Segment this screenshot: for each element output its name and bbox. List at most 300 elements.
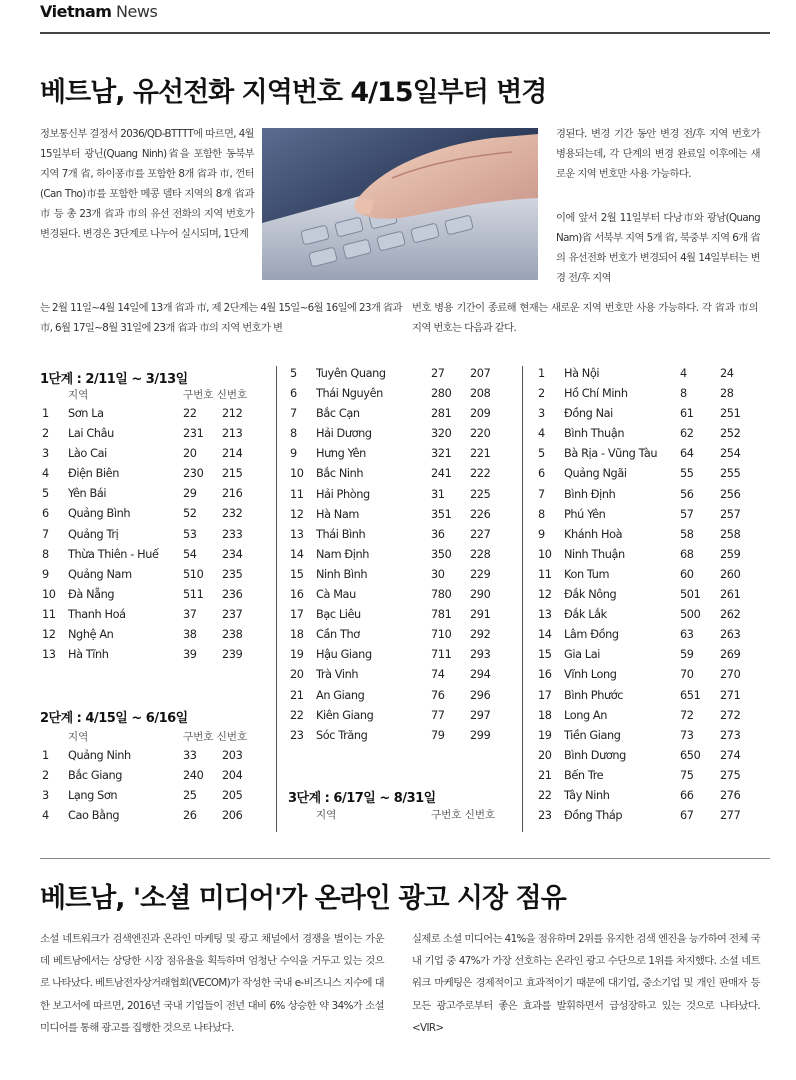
new-code: 226 (470, 507, 491, 521)
old-code: 77 (431, 708, 445, 722)
table-row (288, 585, 514, 605)
row-number: 10 (290, 467, 304, 481)
new-code: 214 (222, 447, 243, 461)
table-row (40, 746, 266, 766)
row-number: 6 (290, 387, 297, 401)
new-code: 28 (720, 387, 734, 401)
row-number: 14 (290, 547, 304, 561)
region-name: Quảng Ninh (68, 749, 131, 762)
table-row (288, 645, 514, 665)
table-row (40, 464, 266, 484)
row-number: 3 (42, 447, 49, 461)
new-code: 274 (720, 748, 741, 762)
old-code: 79 (431, 728, 445, 742)
row-number: 2 (538, 387, 545, 401)
old-code: 39 (183, 648, 197, 662)
old-code: 63 (680, 628, 694, 642)
new-code: 252 (720, 427, 741, 441)
old-code: 501 (680, 588, 701, 602)
row-number: 3 (42, 789, 49, 803)
old-code: 26 (183, 809, 197, 823)
region-name: Lạng Sơn (68, 789, 118, 803)
row-number: 13 (42, 648, 56, 662)
table-row (40, 504, 266, 524)
new-code: 297 (470, 708, 491, 722)
row-number: 21 (538, 768, 552, 782)
row-number: 8 (290, 427, 297, 441)
table-row (536, 505, 766, 525)
table-row (536, 585, 766, 605)
table-row (536, 464, 766, 484)
region-name: Thanh Hoá (68, 607, 126, 621)
new-code: 205 (222, 789, 243, 803)
table-row (536, 686, 766, 706)
row-number: 1 (538, 367, 545, 380)
new-code: 206 (222, 809, 243, 823)
table-row (288, 686, 514, 706)
table-row (536, 565, 766, 585)
new-code: 222 (470, 467, 491, 481)
table-row (536, 706, 766, 726)
table-row (536, 444, 766, 464)
article1-paragraph-continued: 는 2월 11일~4월 14일에 13개 省과 市, 제 2단계는 4월 15일~6월 16일에 23개 省과 市, 6월 17일~8월 31일에 23개 省과 市의 지역 번호가 변 (40, 302, 402, 334)
old-code: 33 (183, 749, 197, 762)
old-code: 62 (680, 427, 694, 441)
old-code: 64 (680, 447, 694, 461)
row-number: 11 (538, 567, 552, 581)
page-header (40, 0, 770, 34)
old-code: 351 (431, 507, 452, 521)
column-divider (522, 366, 523, 832)
article1-paragraph-left: 정보통신부 결정서 2036/QD-BTTTT에 따르면, 4월 15일부터 광닌(Quang Ninh)省을 포함한 동북부 지역 7개 省, 하이퐁市를 포함한 8개 省과 市, 껀터(Can Tho)市를 포함한 메콩 델타 지역의 8개 省과 市 등 총 23개 省과 市의 유선 전화의 지역 번호가 변경된다. 변경은 3단계로 나누어 실시되며, 1단계 (40, 128, 254, 240)
old-code: 55 (680, 467, 694, 481)
region-name: Hậu Giang (316, 648, 372, 662)
old-code: 70 (680, 668, 694, 682)
new-code: 234 (222, 547, 243, 561)
table-row (536, 665, 766, 685)
row-number: 6 (538, 467, 545, 481)
region-name: Khánh Hoà (564, 527, 623, 541)
new-code: 220 (470, 427, 491, 441)
old-code: 25 (183, 789, 197, 803)
region-name: Bình Định (564, 487, 616, 501)
row-number: 11 (290, 487, 304, 501)
row-number: 7 (538, 487, 545, 501)
table-row (536, 605, 766, 625)
table-row (288, 706, 514, 726)
new-code: 212 (222, 407, 243, 420)
region-name: Hồ Chí Minh (564, 387, 628, 401)
region-name: Cao Bằng (68, 809, 120, 823)
region-name: Cần Thơ (316, 628, 360, 642)
row-number: 5 (290, 367, 297, 380)
table-row (40, 484, 266, 504)
old-code: 320 (431, 427, 452, 441)
row-number: 12 (290, 507, 304, 521)
new-code: 238 (222, 628, 243, 642)
table-row (288, 444, 514, 464)
new-code: 232 (222, 507, 243, 521)
new-code: 239 (222, 648, 243, 662)
row-number: 9 (290, 447, 297, 461)
phone-keypad-photo (262, 128, 538, 280)
row-number: 22 (538, 788, 552, 802)
region-name: Bắc Ninh (316, 467, 364, 481)
new-code: 273 (720, 728, 741, 742)
new-code: 216 (222, 487, 243, 501)
region-name: Hà Nội (564, 367, 600, 380)
stage2-table-part1 (40, 746, 266, 826)
region-name: Long An (564, 708, 608, 722)
column-header-codes: 구번호 신번호 (431, 809, 496, 821)
column-header-codes: 구번호 신번호 (183, 389, 248, 401)
new-code: 270 (720, 668, 741, 682)
old-code: 30 (431, 567, 445, 581)
region-name: Hải Dương (316, 427, 372, 441)
row-number: 3 (538, 407, 545, 421)
row-number: 23 (538, 809, 552, 823)
old-code: 280 (431, 387, 452, 401)
row-number: 15 (538, 648, 552, 662)
new-code: 292 (470, 628, 491, 642)
region-name: Tiền Giang (564, 728, 621, 742)
column-header-region: 지역 (68, 389, 89, 401)
table-row (536, 645, 766, 665)
stage3-title: 3단계 : 6/17일 ~ 8/31일 (288, 791, 436, 806)
region-name: Bà Rịa - Vũng Tàu (564, 447, 658, 461)
row-number: 12 (538, 588, 552, 602)
row-number: 4 (42, 809, 49, 823)
region-name: Kiên Giang (316, 708, 374, 722)
row-number: 20 (538, 748, 552, 762)
row-number: 9 (42, 567, 49, 581)
table-row (288, 364, 514, 384)
article2-paragraph-right: 실제로 소셜 미디어는 41%을 점유하며 2위를 유지한 검색 엔진을 능가하여 전체 국내 기업 중 47%가 가장 선호하는 온라인 광고 수단으로 1위를 차지했다. 소셜 네트워크 마케팅은 경제적이고 효과적이기 때문에 대기업, 중소기업 및 개인 판매자 등 모든 광고주로부터 좋은 효과를 발휘하면서 급성장하고 있는 것으로 나타났다. <VIR> (412, 933, 760, 1034)
brand-light: News (116, 2, 158, 21)
row-number: 6 (42, 507, 49, 521)
old-code: 38 (183, 628, 197, 642)
new-code: 271 (720, 688, 741, 702)
article1-title: 베트남, 유선전화 지역번호 4/15일부터 변경 (40, 77, 547, 108)
old-code: 20 (183, 447, 197, 461)
new-code: 263 (720, 628, 741, 642)
table-row (288, 665, 514, 685)
new-code: 229 (470, 567, 491, 581)
row-number: 1 (42, 407, 49, 420)
old-code: 54 (183, 547, 197, 561)
table-row (288, 565, 514, 585)
old-code: 37 (183, 607, 197, 621)
new-code: 237 (222, 607, 243, 621)
old-code: 241 (431, 467, 452, 481)
old-code: 22 (183, 407, 197, 420)
old-code: 68 (680, 547, 694, 561)
region-name: Bắc Cạn (316, 407, 360, 421)
new-code: 233 (222, 527, 243, 541)
old-code: 53 (183, 527, 197, 541)
region-name: Đà Nẵng (68, 587, 115, 601)
region-name: Hà Nam (316, 507, 359, 521)
row-number: 18 (290, 628, 304, 642)
table-row (536, 525, 766, 545)
region-name: Đắk Lắk (564, 608, 607, 622)
table-row (288, 625, 514, 645)
new-code: 275 (720, 768, 741, 782)
table-row (40, 404, 266, 424)
new-code: 225 (470, 487, 491, 501)
new-code: 255 (720, 467, 741, 481)
table-row (536, 746, 766, 766)
row-number: 9 (538, 527, 545, 541)
article1-paragraph-mid: 번호 병용 기간이 종료해 현재는 새로운 지역 번호만 사용 가능하다. 각 省과 市의 지역 번호는 다음과 같다. (412, 302, 758, 334)
region-name: Ninh Bình (316, 567, 368, 581)
row-number: 23 (290, 728, 304, 742)
region-name: Nghệ An (68, 628, 114, 642)
row-number: 16 (538, 668, 552, 682)
row-number: 17 (290, 608, 304, 622)
new-code: 260 (720, 567, 741, 581)
old-code: 52 (183, 507, 197, 521)
table-row (40, 645, 266, 665)
new-code: 221 (470, 447, 491, 461)
table-row (536, 364, 766, 384)
new-code: 257 (720, 507, 741, 521)
row-number: 1 (42, 749, 49, 762)
old-code: 74 (431, 668, 445, 682)
row-number: 8 (42, 547, 49, 561)
region-name: Lai Châu (68, 427, 114, 441)
region-name: Bến Tre (564, 768, 604, 782)
region-name: Vĩnh Long (564, 668, 617, 682)
new-code: 299 (470, 728, 491, 742)
region-name: Quảng Ngãi (564, 467, 627, 481)
table-row (40, 786, 266, 806)
table-row (40, 625, 266, 645)
old-code: 58 (680, 527, 694, 541)
new-code: 213 (222, 427, 243, 441)
row-number: 11 (42, 607, 56, 621)
old-code: 710 (431, 628, 452, 642)
column-divider (276, 366, 277, 832)
row-number: 12 (42, 628, 56, 642)
region-name: Hải Phòng (316, 487, 370, 501)
region-name: Đồng Tháp (564, 809, 623, 823)
region-name: Thái Nguyên (316, 387, 383, 401)
row-number: 22 (290, 708, 304, 722)
row-number: 7 (290, 407, 297, 421)
new-code: 254 (720, 447, 741, 461)
row-number: 21 (290, 688, 304, 702)
old-code: 240 (183, 769, 204, 783)
region-name: Yên Bái (68, 487, 107, 501)
region-name: Ninh Thuận (564, 547, 625, 561)
old-code: 650 (680, 748, 701, 762)
region-name: Lào Cai (68, 447, 107, 461)
old-code: 31 (431, 487, 445, 501)
article1-paragraph-right1: 경된다. 변경 기간 동안 변경 전/후 지역 번호가 병용되는데, 각 단계의 변경 완료일 이후에는 새로운 지역 번호만 사용 가능하다. (556, 128, 760, 180)
region-name: Sóc Trăng (316, 728, 368, 742)
table-row (40, 545, 266, 565)
region-name: Tây Ninh (564, 788, 610, 802)
table-row (288, 605, 514, 625)
row-number: 7 (42, 527, 49, 541)
new-code: 24 (720, 367, 734, 380)
stage2-table-part2 (288, 364, 514, 746)
row-number: 13 (290, 527, 304, 541)
section-brand (40, 2, 157, 21)
region-name: Bạc Liêu (316, 608, 361, 622)
article2-paragraph-left: 소셜 네트워크가 검색엔진과 온라인 마케팅 및 광고 채널에서 경쟁을 벌이는 가운데 베트남에서는 상당한 시장 점유율을 획득하며 엄청난 수익을 거두고 있는 것으로 나타났다. 베트남전자상거래협회(VECOM)가 작성한 국내 e-비즈니스 지수에 대한 보고서에 따르면, 2016년 국내 기업들이 전년 대비 6% 상승한 약 34%가 소셜 미디어를 통해 광고를 집행한 것으로 나타났다. (40, 933, 384, 1034)
table-row (288, 525, 514, 545)
new-code: 227 (470, 527, 491, 541)
table-row (536, 625, 766, 645)
region-name: Hưng Yên (316, 447, 366, 461)
row-number: 5 (42, 487, 49, 501)
table-row (40, 525, 266, 545)
stage1-table (40, 404, 266, 665)
region-name: Bình Thuận (564, 427, 625, 441)
column-header-region: 지역 (68, 731, 89, 743)
old-code: 61 (680, 407, 694, 421)
old-code: 36 (431, 527, 445, 541)
new-code: 272 (720, 708, 741, 722)
new-code: 258 (720, 527, 741, 541)
table-row (288, 505, 514, 525)
old-code: 57 (680, 507, 694, 521)
row-number: 10 (42, 587, 56, 601)
old-code: 73 (680, 728, 694, 742)
region-name: Thái Bình (316, 527, 366, 541)
row-number: 2 (42, 769, 49, 783)
new-code: 256 (720, 487, 741, 501)
new-code: 293 (470, 648, 491, 662)
old-code: 76 (431, 688, 445, 702)
column-header-region: 지역 (316, 809, 337, 821)
new-code: 235 (222, 567, 243, 581)
old-code: 781 (431, 608, 452, 622)
region-name: Quảng Nam (68, 567, 132, 581)
old-code: 651 (680, 688, 701, 702)
new-code: 208 (470, 387, 491, 401)
row-number: 14 (538, 628, 552, 642)
old-code: 281 (431, 407, 452, 421)
table-row (536, 786, 766, 806)
region-name: Đắk Nông (564, 588, 617, 602)
column-header-codes: 구번호 신번호 (183, 731, 248, 743)
table-row (536, 806, 766, 826)
region-name: Tuyên Quang (316, 367, 386, 380)
table-row (536, 545, 766, 565)
table-row (40, 565, 266, 585)
region-name: Quảng Trị (68, 527, 119, 541)
table-row (536, 424, 766, 444)
table-row (536, 485, 766, 505)
brand-bold: Vietnam (40, 2, 112, 21)
row-number: 8 (538, 507, 545, 521)
old-code: 67 (680, 809, 694, 823)
table-row (288, 726, 514, 746)
old-code: 60 (680, 567, 694, 581)
table-row (288, 424, 514, 444)
old-code: 500 (680, 608, 701, 622)
region-name: Đồng Nai (564, 407, 613, 421)
old-code: 29 (183, 487, 197, 501)
table-row (536, 404, 766, 424)
new-code: 215 (222, 467, 243, 481)
new-code: 207 (470, 367, 491, 380)
old-code: 59 (680, 648, 694, 662)
new-code: 276 (720, 788, 741, 802)
region-name: Phú Yên (564, 507, 606, 521)
table-row (288, 384, 514, 404)
new-code: 203 (222, 749, 243, 762)
old-code: 4 (680, 367, 687, 380)
new-code: 296 (470, 688, 491, 702)
new-code: 261 (720, 588, 741, 602)
table-row (536, 384, 766, 404)
old-code: 350 (431, 547, 452, 561)
table-row (536, 766, 766, 786)
new-code: 204 (222, 769, 243, 783)
old-code: 72 (680, 708, 694, 722)
table-row (536, 726, 766, 746)
old-code: 56 (680, 487, 694, 501)
old-code: 780 (431, 588, 452, 602)
new-code: 262 (720, 608, 741, 622)
new-code: 259 (720, 547, 741, 561)
row-number: 4 (538, 427, 545, 441)
stage2-title: 2단계 : 4/15일 ~ 6/16일 (40, 711, 188, 726)
table-row (288, 404, 514, 424)
new-code: 290 (470, 588, 491, 602)
row-number: 19 (290, 648, 304, 662)
table-row (288, 485, 514, 505)
old-code: 8 (680, 387, 687, 401)
region-name: Sơn La (68, 407, 104, 420)
region-name: Quảng Bình (68, 507, 131, 521)
region-name: Bình Dương (564, 748, 626, 762)
old-code: 27 (431, 367, 445, 380)
old-code: 321 (431, 447, 452, 461)
row-number: 10 (538, 547, 552, 561)
region-name: Điện Biên (68, 467, 119, 481)
article1-paragraph-right2: 이에 앞서 2월 11일부터 다낭市와 광남(Quang Nam)省 서북부 지역 5개 省, 북중부 지역 6개 省의 유선전화 번호가 변경되어 4월 14일부터는 변경 전/후 지역 (556, 212, 760, 284)
row-number: 15 (290, 567, 304, 581)
new-code: 294 (470, 668, 491, 682)
stage3-table (536, 364, 766, 826)
old-code: 510 (183, 567, 204, 581)
new-code: 269 (720, 648, 741, 662)
table-row (288, 545, 514, 565)
row-number: 5 (538, 447, 545, 461)
old-code: 230 (183, 467, 204, 481)
row-number: 20 (290, 668, 304, 682)
region-name: Thừa Thiên - Huế (68, 547, 159, 561)
row-number: 4 (42, 467, 49, 481)
row-number: 19 (538, 728, 552, 742)
new-code: 209 (470, 407, 491, 421)
old-code: 231 (183, 427, 204, 441)
region-name: Bình Phước (564, 688, 624, 702)
table-row (40, 424, 266, 444)
article2-title: 베트남, '소셜 미디어'가 온라인 광고 시장 점유 (40, 883, 566, 914)
region-name: Nam Định (316, 547, 369, 561)
phone-hand-image (262, 128, 538, 280)
old-code: 75 (680, 768, 694, 782)
region-name: An Giang (316, 688, 365, 702)
region-name: Lâm Đồng (564, 628, 619, 642)
old-code: 66 (680, 788, 694, 802)
